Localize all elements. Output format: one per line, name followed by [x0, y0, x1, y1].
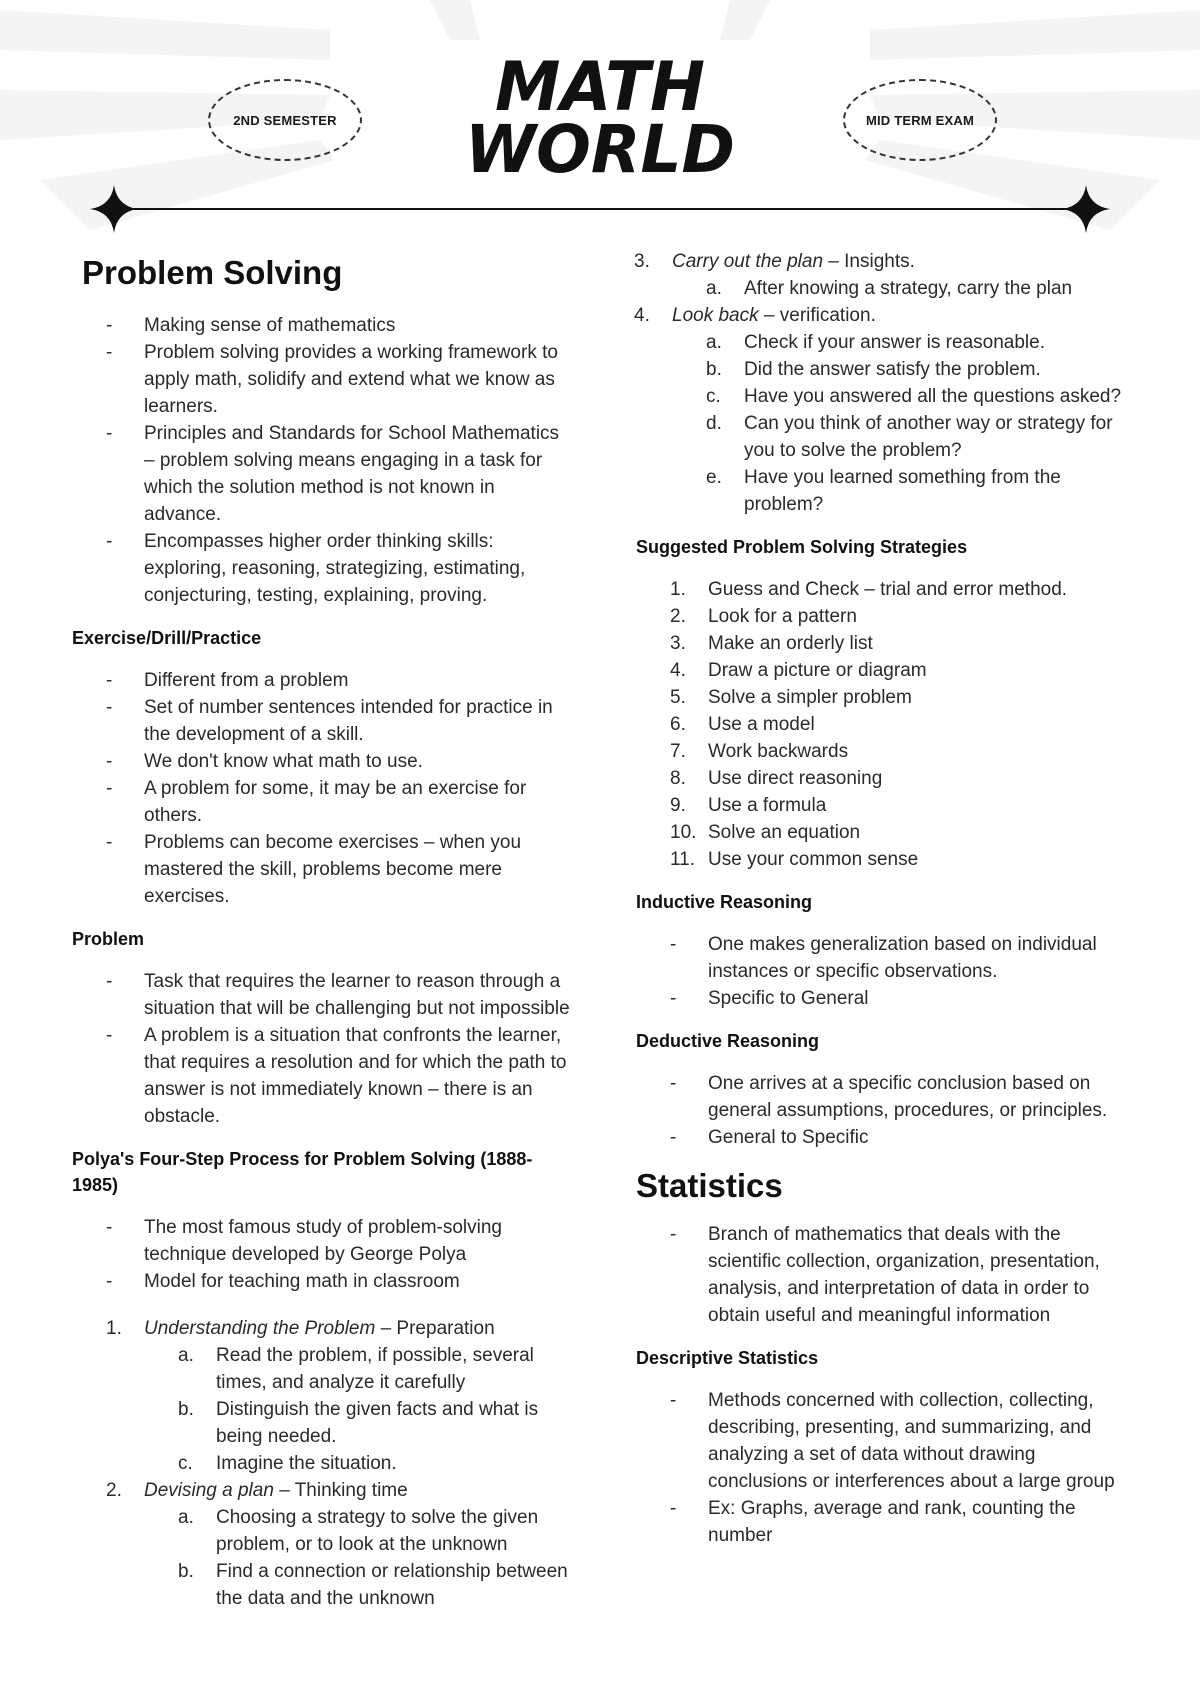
- step-3-substeps: [672, 275, 1136, 302]
- exam-badge-label: MID TERM EXAM: [865, 112, 975, 128]
- list-item: - Principles and Standards for School Mathematics – problem solving means engaging in a task for which the solution method is not known in advance.: [106, 423, 560, 525]
- step-2-substeps: [144, 1504, 572, 1612]
- substep-item: c. Imagine the situation.: [178, 1453, 397, 1474]
- list-item: - We don't know what math to use.: [106, 751, 423, 772]
- step-item: 1. Understanding the Problem – Preparation: [106, 1318, 495, 1339]
- inductive-list: [636, 931, 1136, 1012]
- left-sparkle-icon: [90, 185, 138, 233]
- exam-badge: [843, 79, 997, 161]
- polya-steps-right-2: [600, 302, 1136, 329]
- deductive-heading: Deductive Reasoning: [636, 1031, 820, 1051]
- descriptive-heading: Descriptive Statistics: [636, 1348, 819, 1368]
- list-item: 7. Work backwards: [670, 741, 849, 762]
- descriptive-list: [636, 1387, 1136, 1549]
- list-item: 6. Use a model: [670, 714, 815, 735]
- substep-item: c. Have you answered all the questions asked?: [706, 386, 1122, 407]
- list-item: - Making sense of mathematics: [106, 315, 396, 336]
- list-item: 11. Use your common sense: [670, 849, 919, 870]
- list-item: - General to Specific: [670, 1127, 869, 1148]
- substep-item: d. Can you think of another way or strategy for you to solve the problem?: [706, 413, 1113, 461]
- exercise-list: [72, 667, 572, 910]
- list-item: - Branch of mathematics that deals with the scientific collection, organization, presentation, analysis, and interpretation of data in order to obtain useful and meaningful information: [670, 1224, 1100, 1326]
- substep-item: a. Check if your answer is reasonable.: [706, 332, 1045, 353]
- problem-heading: Problem: [72, 929, 145, 949]
- list-item: 8. Use direct reasoning: [670, 768, 883, 789]
- strategies-heading: Suggested Problem Solving Strategies: [636, 537, 968, 557]
- inductive-heading: Inductive Reasoning: [636, 892, 813, 912]
- left-column: [72, 240, 572, 1612]
- list-item: 5. Solve a simpler problem: [670, 687, 912, 708]
- substep-item: a. Read the problem, if possible, several times, and analyze it carefully: [178, 1345, 534, 1393]
- list-item: - The most famous study of problem-solving technique developed by George Polya: [106, 1217, 502, 1265]
- statistics-list: [636, 1221, 1136, 1329]
- logo-line-2: WORLD: [465, 111, 735, 182]
- logo-line-1: MATH: [495, 52, 705, 127]
- list-item: - Methods concerned with collection, collecting, describing, presenting, and summarizing, and analyzing a set of data without drawing conclusions or interferences about a large group: [670, 1390, 1115, 1492]
- list-item: 3. Make an orderly list: [670, 633, 873, 654]
- list-item: - Problem solving provides a working framework to apply math, solidify and extend what we know as learners.: [106, 342, 558, 417]
- right-column: [636, 240, 1136, 1549]
- polya-steps-left: [72, 1315, 572, 1342]
- exercise-heading: Exercise/Drill/Practice: [72, 628, 262, 648]
- step-item: 4. Look back – verification.: [634, 305, 876, 326]
- step-1-substeps: [144, 1342, 572, 1477]
- list-item: 9. Use a formula: [670, 795, 827, 816]
- problem-list: [72, 968, 572, 1130]
- list-item: - Task that requires the learner to reason through a situation that will be challenging but not impossible: [106, 971, 570, 1019]
- polya-steps-left-2: [72, 1477, 572, 1504]
- semester-badge: [208, 79, 362, 161]
- step-4-substeps: [672, 329, 1136, 518]
- strategies-list: [636, 576, 1136, 873]
- step-item: 2. Devising a plan – Thinking time: [106, 1480, 408, 1501]
- list-item: - Encompasses higher order thinking skills: exploring, reasoning, strategizing, estimating, conjecturing, testing, explaining, proving.: [106, 531, 526, 606]
- list-item: - Set of number sentences intended for practice in the development of a skill.: [106, 697, 553, 745]
- problem-solving-title: Problem Solving: [82, 254, 343, 291]
- list-item: - A problem is a situation that confronts the learner, that requires a resolution and for which the path to answer is not immediately known – there is an obstacle.: [106, 1025, 567, 1127]
- substep-item: a. After knowing a strategy, carry the plan: [706, 278, 1073, 299]
- list-item: 10. Solve an equation: [670, 822, 861, 843]
- substep-item: a. Choosing a strategy to solve the given problem, or to look at the unknown: [178, 1507, 539, 1555]
- list-item: - A problem for some, it may be an exercise for others.: [106, 778, 527, 826]
- list-item: - Model for teaching math in classroom: [106, 1271, 460, 1292]
- problem-solving-list: [72, 312, 572, 609]
- list-item: - Ex: Graphs, average and rank, counting the number: [670, 1498, 1076, 1546]
- polya-heading: Polya's Four-Step Process for Problem Solving (1888-1985): [72, 1149, 533, 1195]
- semester-badge-label: 2ND SEMESTER: [233, 112, 337, 128]
- list-item: - Problems can become exercises – when you mastered the skill, problems become mere exercises.: [106, 832, 522, 907]
- list-item: - One arrives at a specific conclusion based on general assumptions, procedures, or principles.: [670, 1073, 1108, 1121]
- list-item: 1. Guess and Check – trial and error method.: [670, 579, 1068, 600]
- polya-steps-right: [600, 248, 1136, 275]
- substep-item: b. Did the answer satisfy the problem.: [706, 359, 1041, 380]
- list-item: - Different from a problem: [106, 670, 349, 691]
- page-header: [0, 0, 1200, 240]
- substep-item: b. Find a connection or relationship between the data and the unknown: [178, 1561, 568, 1609]
- polya-list: [72, 1214, 572, 1295]
- statistics-title: Statistics: [636, 1167, 783, 1204]
- list-item: - One makes generalization based on individual instances or specific observations.: [670, 934, 1097, 982]
- deductive-list: [636, 1070, 1136, 1151]
- math-world-logo: [450, 52, 750, 182]
- list-item: 4. Draw a picture or diagram: [670, 660, 927, 681]
- list-item: - Specific to General: [670, 988, 869, 1009]
- substep-item: b. Distinguish the given facts and what is being needed.: [178, 1399, 539, 1447]
- right-sparkle-icon: [1062, 185, 1110, 233]
- list-item: 2. Look for a pattern: [670, 606, 857, 627]
- substep-item: e. Have you learned something from the problem?: [706, 467, 1061, 515]
- step-item: 3. Carry out the plan – Insights.: [634, 251, 915, 272]
- header-divider: [90, 182, 1110, 236]
